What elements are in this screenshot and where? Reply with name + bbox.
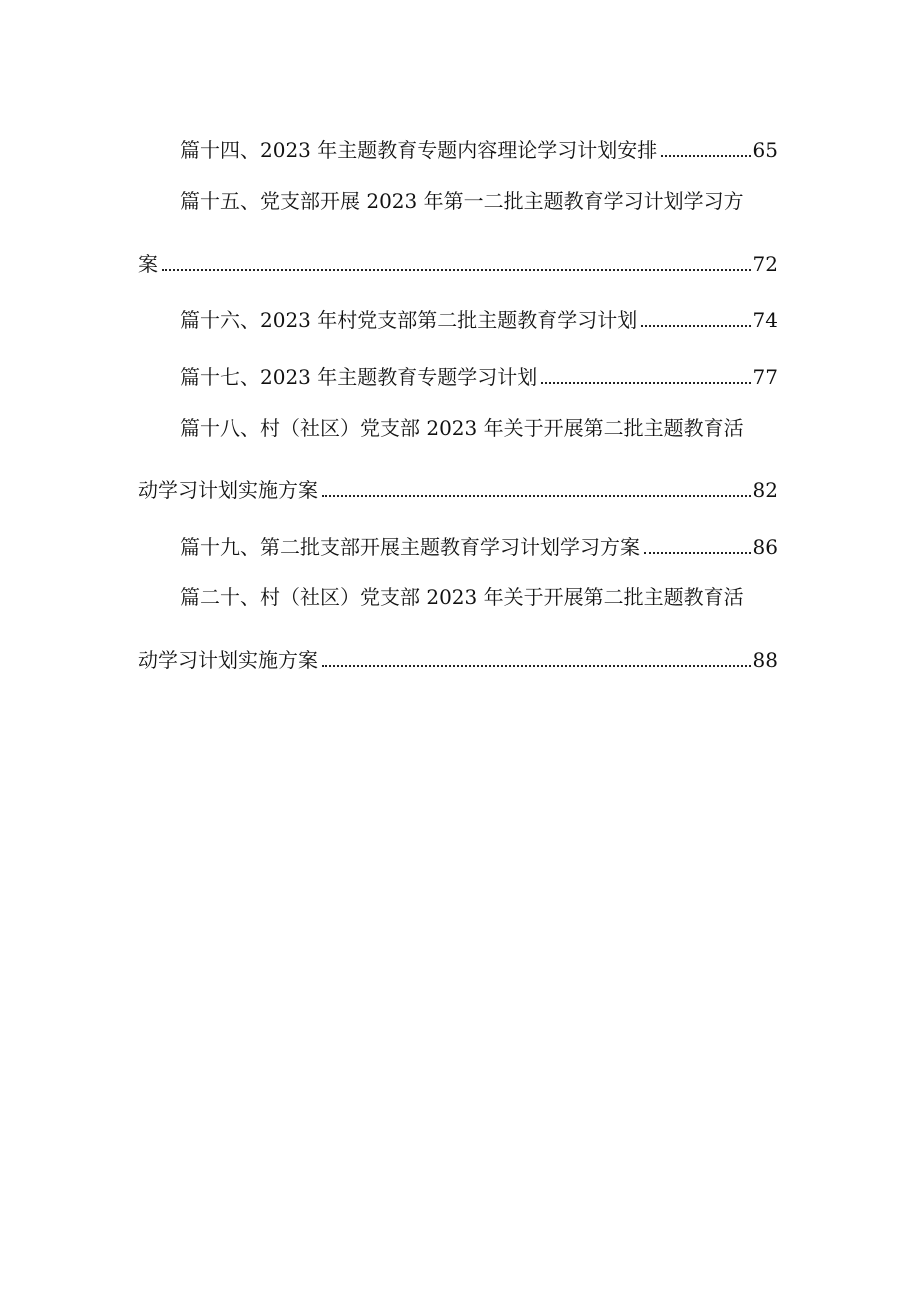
toc-entry-title: 篇十九、第二批支部开展主题教育学习计划学习方案 [180, 535, 640, 559]
toc-entry-title: 案 [138, 252, 158, 276]
toc-entry-18-first-line[interactable]: 篇十八、村（社区）党支部 2023 年关于开展第二批主题教育活 [180, 416, 744, 440]
toc-page-number: 82 [752, 478, 778, 502]
toc-entry-20-first-line[interactable]: 篇二十、村（社区）党支部 2023 年关于开展第二批主题教育活 [180, 585, 744, 609]
toc-page-number: 74 [752, 308, 778, 332]
toc-entry-16[interactable] [138, 300, 778, 334]
toc-page-number: 86 [752, 535, 778, 559]
toc-entry-15[interactable] [138, 244, 778, 278]
toc-page-number: 88 [752, 648, 778, 672]
toc-page-number: 77 [752, 365, 778, 389]
toc-entry-title: 篇十六、2023 年村党支部第二批主题教育学习计划 [180, 308, 638, 332]
toc-entry-title: 动学习计划实施方案 [138, 648, 318, 672]
toc-entry-19[interactable] [138, 527, 778, 561]
toc-entry-18[interactable] [138, 470, 778, 504]
toc-entry-20[interactable] [138, 640, 778, 674]
dot-leader [641, 323, 750, 327]
dot-leader [644, 550, 751, 554]
toc-entry-title: 篇十四、2023 年主题教育专题内容理论学习计划安排 [180, 138, 658, 162]
toc-entry-15-first-line[interactable]: 篇十五、党支部开展 2023 年第一二批主题教育学习计划学习方 [180, 189, 744, 213]
toc-entry-17[interactable] [138, 357, 778, 391]
dot-leader [661, 153, 750, 157]
dot-leader [162, 267, 751, 271]
toc-entry-14[interactable] [138, 130, 778, 164]
dot-leader [322, 663, 751, 667]
dot-leader [322, 493, 751, 497]
toc-page-number: 72 [752, 252, 778, 276]
toc-entry-title: 动学习计划实施方案 [138, 478, 318, 502]
dot-leader [541, 380, 750, 384]
toc-page-number: 65 [752, 138, 778, 162]
toc-entry-title: 篇十七、2023 年主题教育专题学习计划 [180, 365, 538, 389]
